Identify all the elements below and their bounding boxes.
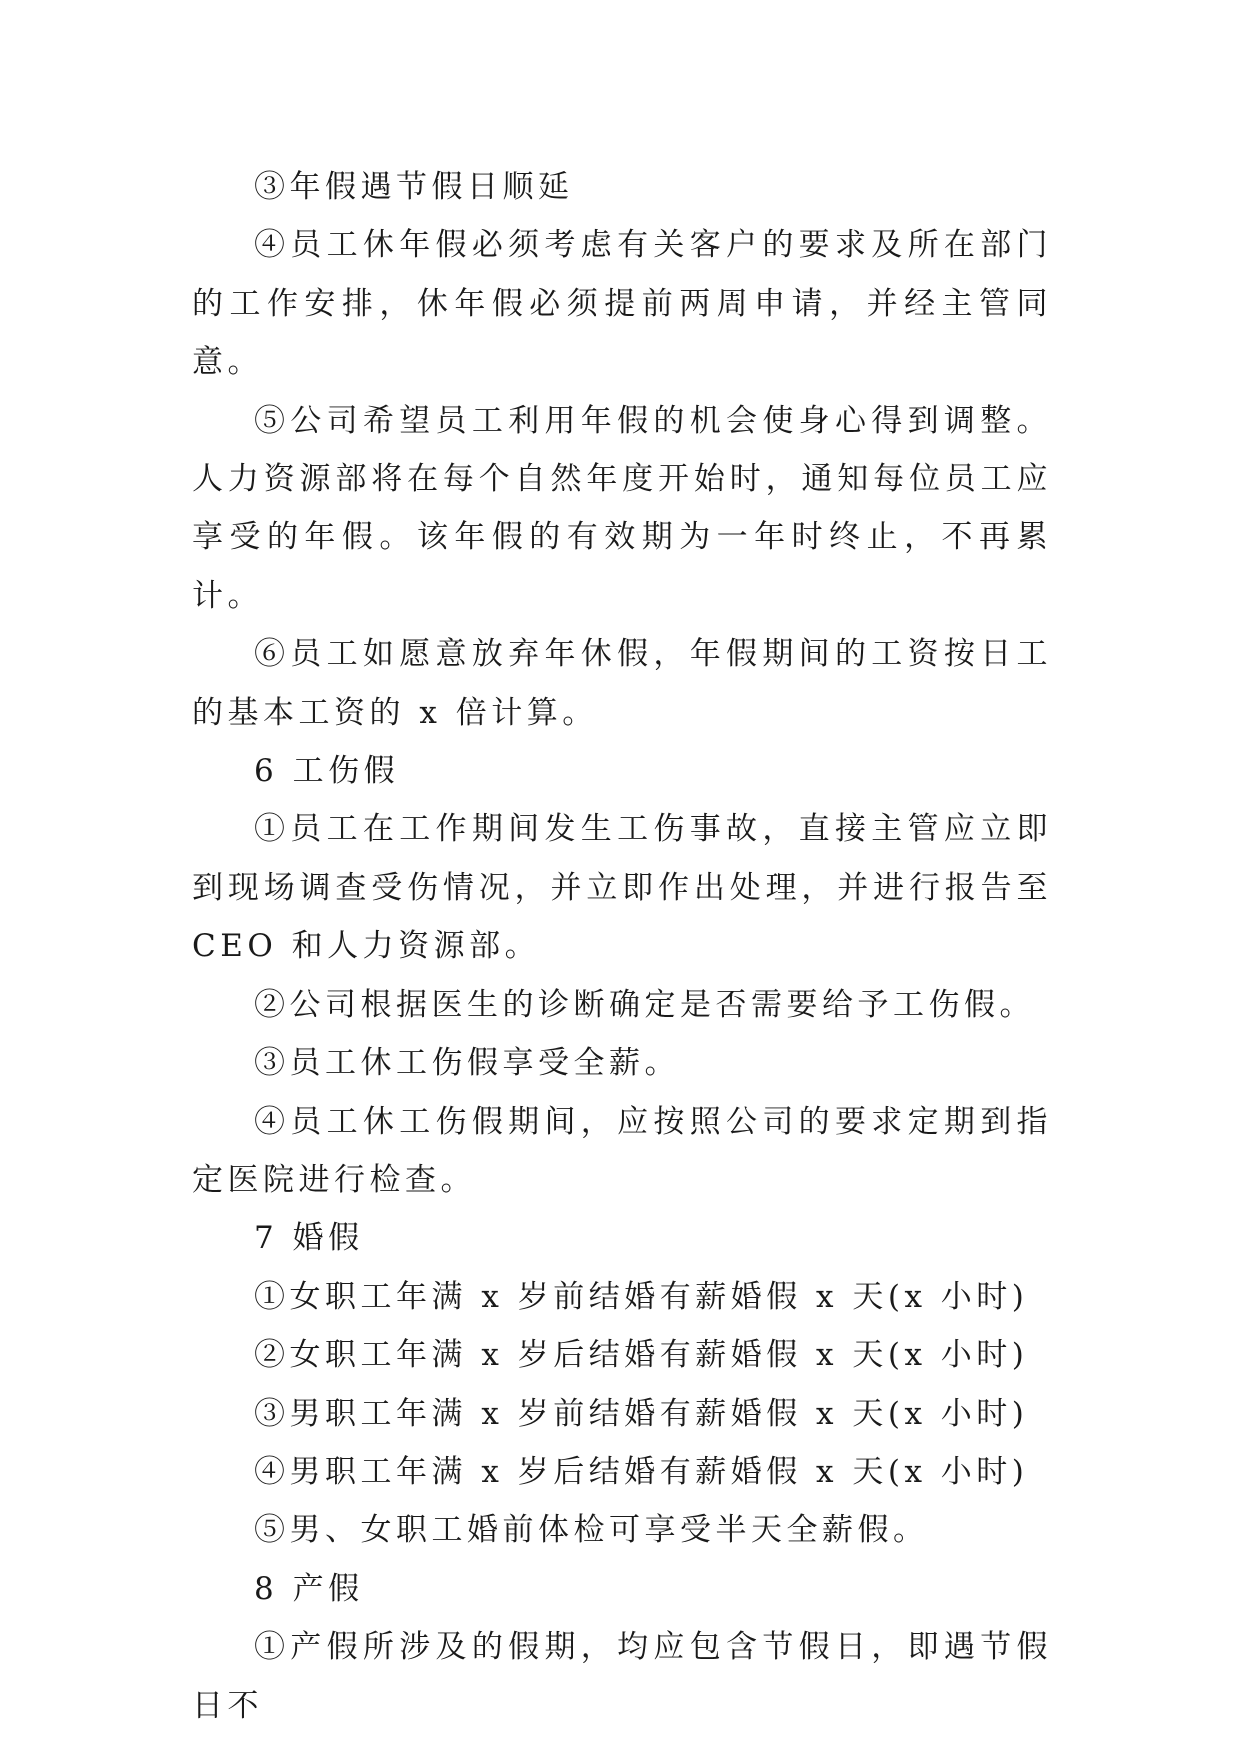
section-heading-injury-leave: 6 工伤假 [254, 753, 400, 790]
paragraph-marriage-checkup: ⑤男、女职工婚前体检可享受半天全薪假。 [254, 1512, 929, 1549]
paragraph-marriage-female-after: ②女职工年满 x 岁后结婚有薪婚假 x 天(x 小时) [254, 1337, 1029, 1374]
document-body [192, 158, 1052, 1735]
paragraph-injury-report: ①员工在工作期间发生工伤事故，直接主管应立即到现场调查受伤情况，并立即作出处理，并进行报告至 CEO 和人力资源部。 [192, 811, 1052, 965]
paragraph-annual-leave-waiver: ⑥员工如愿意放弃年休假，年假期间的工资按日工的基本工资的 x 倍计算。 [192, 636, 1052, 731]
section-heading-marriage-leave: 7 婚假 [254, 1220, 364, 1257]
paragraph-annual-leave-holiday: ③年假遇节假日顺延 [254, 169, 574, 205]
paragraph-injury-full-pay: ③员工休工伤假享受全薪。 [254, 1045, 680, 1082]
paragraph-marriage-male-after: ④男职工年满 x 岁后结婚有薪婚假 x 天(x 小时) [254, 1453, 1029, 1490]
paragraph-annual-leave-validity: ⑤公司希望员工利用年假的机会使身心得到调整。人力资源部将在每个自然年度开始时，通知每位员工应享受的年假。该年假的有效期为一年时终止，不再累计。 [192, 402, 1052, 614]
paragraph-injury-checkup: ④员工休工伤假期间，应按照公司的要求定期到指定医院进行检查。 [192, 1103, 1052, 1198]
paragraph-marriage-male-before: ③男职工年满 x 岁前结婚有薪婚假 x 天(x 小时) [254, 1395, 1029, 1432]
paragraph-maternity-holidays: ①产假所涉及的假期，均应包含节假日，即遇节假日不 [192, 1629, 1052, 1724]
paragraph-injury-diagnosis: ②公司根据医生的诊断确定是否需要给予工伤假。 [254, 986, 1035, 1023]
paragraph-annual-leave-application: ④员工休年假必须考虑有关客户的要求及所在部门的工作安排，休年假必须提前两周申请，并经主管同意。 [192, 227, 1052, 381]
section-heading-maternity-leave: 8 产假 [254, 1570, 364, 1607]
paragraph-marriage-female-before: ①女职工年满 x 岁前结婚有薪婚假 x 天(x 小时) [254, 1278, 1029, 1315]
